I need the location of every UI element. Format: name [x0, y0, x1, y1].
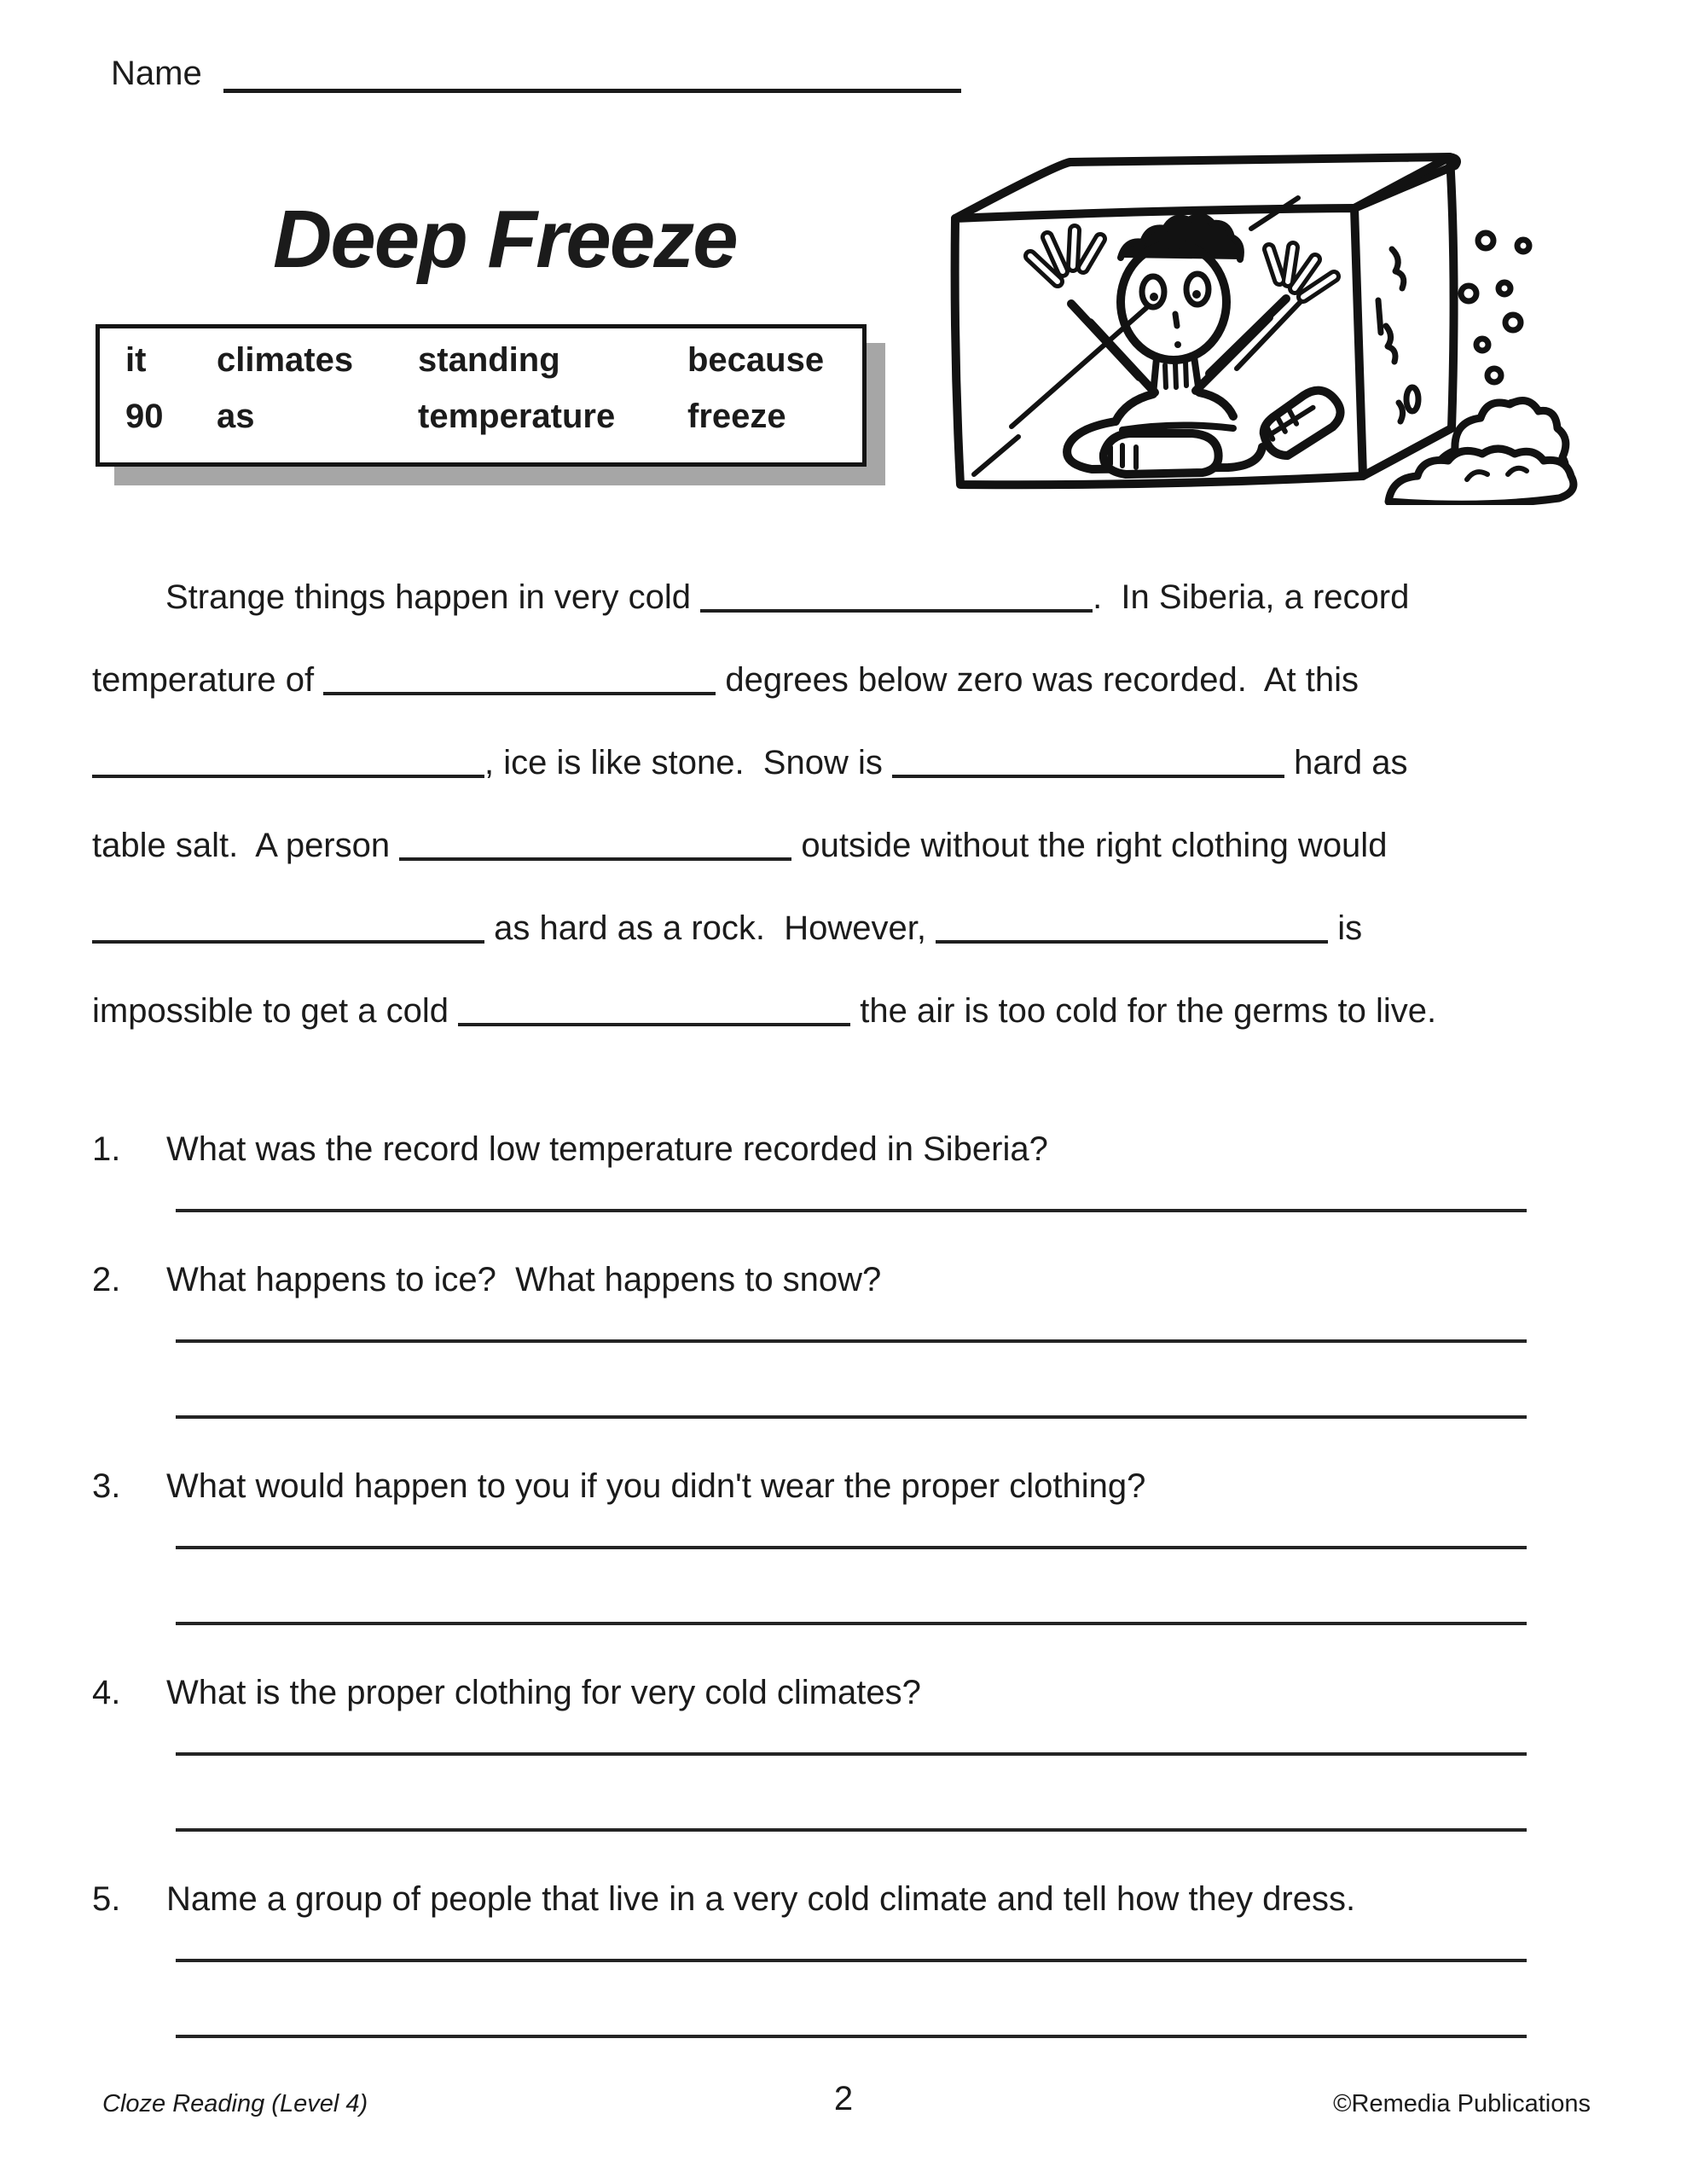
answer-line[interactable]: [176, 1415, 1527, 1419]
passage-text: table salt. A person: [92, 827, 400, 864]
passage-line: [92, 804, 1542, 887]
word-bank-word: it: [125, 341, 147, 379]
question-block: [92, 1465, 1542, 1625]
question-text: What was the record low temperature recorded in Siberia?: [166, 1130, 1048, 1168]
word-bank-grid: [100, 328, 862, 434]
passage-text: impossible to get a cold: [92, 992, 459, 1030]
fill-in-blank[interactable]: [92, 940, 484, 944]
fill-in-blank[interactable]: [700, 609, 1093, 613]
passage-line: [92, 639, 1542, 722]
question-block: [92, 1258, 1542, 1419]
name-label: Name: [111, 55, 202, 92]
passage-text: the air is too cold for the germs to live.: [850, 992, 1437, 1030]
question-number: 5.: [92, 1880, 121, 1918]
word-bank: [96, 324, 867, 467]
footer-series-label: Cloze Reading (Level 4): [102, 2090, 368, 2117]
fill-in-blank[interactable]: [936, 940, 1328, 944]
question-block: [92, 1128, 1542, 1212]
passage-text: hard as: [1284, 744, 1408, 781]
question-head: [92, 1878, 1542, 1920]
passage-text: temperature of: [92, 661, 324, 699]
question-text: What happens to ice? What happens to snow?: [166, 1261, 882, 1298]
passage-line: [92, 556, 1542, 639]
footer-publisher: ©Remedia Publications: [1333, 2090, 1591, 2117]
question-number: 4.: [92, 1674, 121, 1711]
passage-line: [92, 887, 1542, 970]
fill-in-blank[interactable]: [458, 1023, 850, 1026]
question-number: 2.: [92, 1261, 121, 1298]
word-bank-word: because: [687, 341, 825, 379]
boy-figure: [1030, 217, 1348, 474]
passage-line: [92, 722, 1542, 804]
frozen-boy-illustration: [921, 147, 1672, 505]
passage-text: . In Siberia, a record: [1093, 578, 1410, 616]
word-bank-word: 90: [125, 398, 164, 435]
answer-line[interactable]: [176, 1622, 1527, 1625]
word-bank-word: standing: [418, 341, 560, 379]
fill-in-blank[interactable]: [92, 775, 484, 778]
answer-line[interactable]: [176, 1339, 1527, 1343]
question-block: [92, 1671, 1542, 1832]
question-number: 3.: [92, 1467, 121, 1505]
question-head: [92, 1128, 1542, 1170]
passage-text: as hard as a rock. However,: [484, 909, 936, 947]
fill-in-blank[interactable]: [323, 692, 716, 695]
questions: [92, 1128, 1542, 2084]
question-head: [92, 1258, 1542, 1301]
page-number: 2: [833, 2080, 854, 2117]
question-block: [92, 1878, 1542, 2038]
answer-line[interactable]: [176, 2035, 1527, 2038]
word-bank-word: temperature: [418, 398, 616, 435]
word-bank-word: freeze: [687, 398, 786, 435]
answer-line[interactable]: [176, 1752, 1527, 1756]
question-number: 1.: [92, 1130, 121, 1168]
fill-in-blank[interactable]: [892, 775, 1284, 778]
question-text: What would happen to you if you didn't wear the proper clothing?: [166, 1467, 1146, 1505]
answer-line[interactable]: [176, 1959, 1527, 1962]
question-text: Name a group of people that live in a very cold climate and tell how they dress.: [166, 1880, 1356, 1918]
passage-text: is: [1328, 909, 1363, 947]
word-bank-word: climates: [217, 341, 354, 379]
answer-line[interactable]: [176, 1546, 1527, 1549]
passage-text: Strange things happen in very cold: [165, 578, 701, 616]
question-head: [92, 1671, 1542, 1714]
name-write-line[interactable]: [223, 60, 961, 93]
answer-line[interactable]: [176, 1828, 1527, 1832]
passage-line: [92, 970, 1542, 1053]
snow-mounds: [1388, 401, 1574, 505]
answer-line[interactable]: [176, 1209, 1527, 1212]
passage-text: outside without the right clothing would: [791, 827, 1388, 864]
word-bank-word: as: [217, 398, 255, 435]
page-title: Deep Freeze: [273, 194, 737, 285]
passage-text: degrees below zero was recorded. At this: [716, 661, 1359, 699]
fill-in-blank[interactable]: [399, 857, 791, 861]
bubbles: [1461, 233, 1529, 414]
question-head: [92, 1465, 1542, 1507]
passage: [92, 556, 1542, 1053]
passage-text: , ice is like stone. Snow is: [484, 744, 892, 781]
question-text: What is the proper clothing for very cold climates?: [166, 1674, 921, 1711]
